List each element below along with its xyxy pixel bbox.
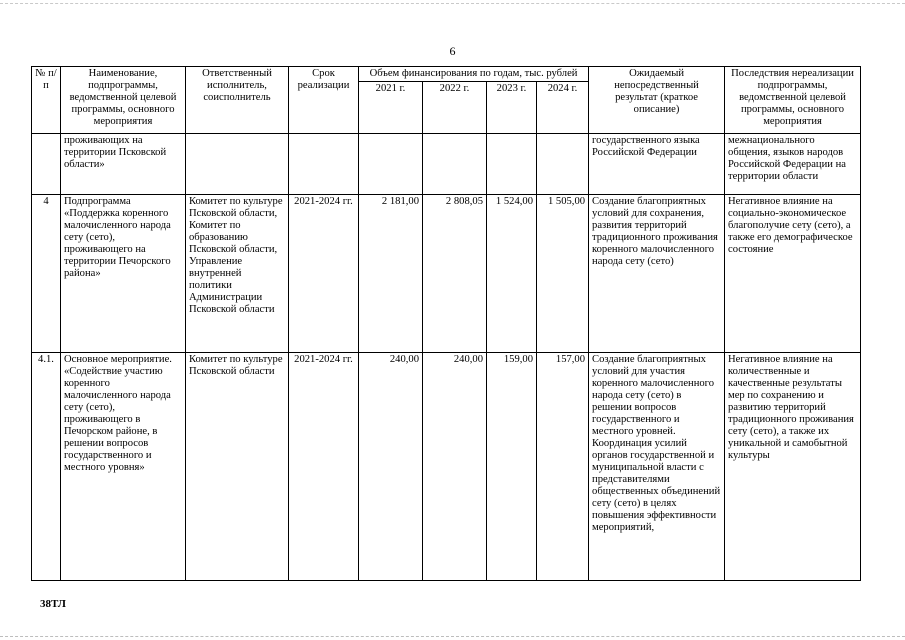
header-expected: Ожидаемый непосредственный результат (краткое описание) [589, 67, 725, 134]
row-consequences: межнационального общения, языков народов Российской Федерации на территории области [725, 134, 861, 195]
table-row [32, 195, 861, 353]
row-name: Подпрограмма «Поддержка коренного малочисленного народа сету (сето), проживающего на территории Печорского района» [61, 195, 186, 353]
header-year-2024: 2024 г. [537, 82, 589, 134]
row-expected: Создание благоприятных условий для сохранения, развития территорий традиционного проживания коренного малочисленного народа сету (сето) [589, 195, 725, 353]
row-responsible: Комитет по культуре Псковской области, Комитет по образованию Псковской области, Управление внутренней политики Администрации Псковской области [186, 195, 289, 353]
row-value-2023 [487, 134, 537, 195]
row-value-2021 [359, 134, 423, 195]
row-num [32, 134, 61, 195]
row-value-2023: 1 524,00 [487, 195, 537, 353]
header-num: № п/п [32, 67, 61, 134]
row-num: 4.1. [32, 353, 61, 581]
row-responsible: Комитет по культуре Псковской области [186, 353, 289, 581]
header-year-2023: 2023 г. [487, 82, 537, 134]
row-value-2022: 240,00 [423, 353, 487, 581]
scan-bottom-edge [0, 636, 905, 637]
row-name: проживающих на территории Псковской области» [61, 134, 186, 195]
row-name: Основное мероприятие. «Содействие участию коренного малочисленного народа сету (сето), проживающего в Печорском районе, в решении вопросов государственного и местного уровня» [61, 353, 186, 581]
row-term [289, 134, 359, 195]
header-term: Срок реализации [289, 67, 359, 134]
header-row [32, 67, 861, 82]
row-consequences: Негативное влияние на социально-экономическое благополучие сету (сето), а также его демографическое состояние [725, 195, 861, 353]
row-value-2021: 2 181,00 [359, 195, 423, 353]
row-responsible [186, 134, 289, 195]
footer-code: 38ТЛ [40, 598, 66, 610]
row-expected: Создание благоприятных условий для участия коренного малочисленного народа сету (сето) в решении вопросов государственного и местного уровней. Координация усилий органов государственной и муниципальной власти с представителями общественных объединений сету (сето) в целях повышения эффективности мероприятий, [589, 353, 725, 581]
header-consequences: Последствия нереализации подпрограммы, ведомственной целевой программы, основного мероприятия [725, 67, 861, 134]
row-value-2022: 2 808,05 [423, 195, 487, 353]
row-value-2022 [423, 134, 487, 195]
row-consequences: Негативное влияние на количественные и качественные результаты мер по сохранению и развитию территорий традиционного проживания сету (сето), а также их уникальной и самобытной культуры [725, 353, 861, 581]
program-table [31, 66, 861, 581]
header-funding: Объем финансирования по годам, тыс. рублей [359, 67, 589, 82]
row-value-2023: 159,00 [487, 353, 537, 581]
row-value-2024: 1 505,00 [537, 195, 589, 353]
row-expected: государственного языка Российской Федерации [589, 134, 725, 195]
table-row [32, 353, 861, 581]
table-row [32, 134, 861, 195]
row-value-2024: 157,00 [537, 353, 589, 581]
header-responsible: Ответственный исполнитель, соисполнитель [186, 67, 289, 134]
header-year-2022: 2022 г. [423, 82, 487, 134]
scan-top-edge [0, 3, 905, 4]
page-number: 6 [449, 44, 456, 58]
header-name: Наименование, подпрограммы, ведомственной целевой программы, основного мероприятия [61, 67, 186, 134]
row-term: 2021-2024 гг. [289, 195, 359, 353]
row-value-2024 [537, 134, 589, 195]
row-value-2021: 240,00 [359, 353, 423, 581]
header-year-2021: 2021 г. [359, 82, 423, 134]
row-num: 4 [32, 195, 61, 353]
row-term: 2021-2024 гг. [289, 353, 359, 581]
